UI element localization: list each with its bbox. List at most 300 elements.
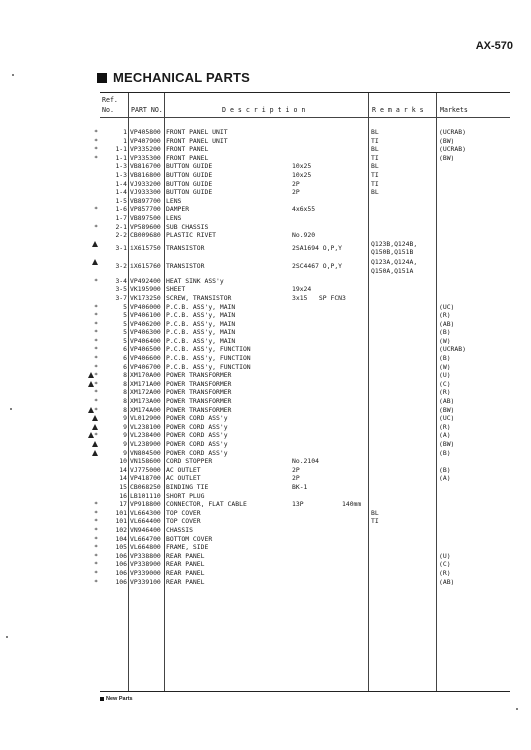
cell-spec: 2P <box>292 474 300 483</box>
new-part-mark: * <box>94 379 98 388</box>
row-mark: * <box>94 222 98 231</box>
cell-part-no: XM174A00 <box>130 405 161 414</box>
table-row <box>94 500 510 509</box>
table-row <box>94 551 510 561</box>
scan-speck <box>6 636 8 638</box>
cell-ref-no: 104 <box>115 534 127 543</box>
table-row <box>94 568 510 578</box>
row-mark: * <box>94 397 98 406</box>
new-part-mark: * <box>94 371 98 380</box>
cell-part-no: VP589600 <box>130 222 161 231</box>
cell-part-no: VN946400 <box>130 525 161 534</box>
header-markets: Markets <box>440 106 468 114</box>
cell-ref-no: 10 <box>119 457 127 466</box>
cell-remarks: Q123A,Q124A, <box>371 258 418 267</box>
cell-part-no: VP406000 <box>130 302 161 311</box>
cell-part-no: CB068250 <box>130 482 161 491</box>
row-mark <box>78 423 98 432</box>
table-row <box>94 336 510 346</box>
cell-ref-no: 1-3 <box>115 162 127 171</box>
cell-remarks-line2: Q150B,Q151B <box>371 248 414 257</box>
table-row <box>94 560 510 569</box>
warning-triangle-icon <box>92 241 98 247</box>
cell-ref-no: 8 <box>123 397 127 406</box>
cell-markets: (BW) <box>439 153 455 162</box>
cell-ref-no: 8 <box>123 379 127 388</box>
model-number: AX-570 <box>475 40 513 52</box>
new-part-square-icon <box>100 697 104 701</box>
table-row <box>100 483 510 492</box>
table-row <box>94 345 510 354</box>
row-mark: * <box>94 328 98 337</box>
cell-description: P.C.B. ASS'y, MAIN <box>166 319 236 328</box>
cell-spec: No.2104 <box>292 457 319 466</box>
cell-markets: (BW) <box>439 405 455 414</box>
header-divider <box>100 117 510 118</box>
cell-description: POWER CORD ASS'y <box>166 448 228 457</box>
cell-part-no: VL238100 <box>130 422 161 431</box>
row-mark <box>78 406 98 415</box>
cell-ref-no: 8 <box>123 405 127 414</box>
cell-markets: (AB) <box>439 397 455 406</box>
cell-description: BUTTON GUIDE <box>166 170 213 179</box>
cell-part-no: VB816700 <box>130 162 161 171</box>
table-row <box>100 197 510 206</box>
cell-description: TOP COVER <box>166 517 201 526</box>
warning-triangle-icon <box>92 415 98 421</box>
table-row <box>100 466 510 475</box>
cell-description: PLASTIC RIVET <box>166 231 217 240</box>
cell-markets: (W) <box>439 362 451 371</box>
table-row <box>94 388 510 397</box>
cell-spec: 2SA1694 O,P,Y <box>292 243 343 252</box>
cell-ref-no: 9 <box>123 414 127 423</box>
table-row <box>94 328 510 337</box>
cell-ref-no: 106 <box>115 568 127 577</box>
cell-part-no: XM173A00 <box>130 397 161 406</box>
cell-description: AC OUTLET <box>166 465 201 474</box>
scan-speck <box>10 408 12 410</box>
cell-ref-no: 1 <box>123 128 127 136</box>
table-row <box>94 222 510 232</box>
cell-description: AC OUTLET <box>166 474 201 483</box>
cell-ref-no: 1-5 <box>115 196 127 205</box>
cell-ref-no: 3-4 <box>115 276 127 285</box>
cell-part-no: VN804500 <box>130 448 161 457</box>
cell-part-no: VP406200 <box>130 319 161 328</box>
cell-part-no: VP338800 <box>130 551 161 560</box>
row-mark: * <box>94 508 98 517</box>
cell-ref-no: 6 <box>123 354 127 363</box>
cell-description: FRONT PANEL <box>166 153 209 162</box>
row-mark: * <box>94 534 98 543</box>
cell-markets: (UCRAB) <box>439 128 466 136</box>
warning-triangle-icon <box>88 372 94 378</box>
row-mark: * <box>94 577 98 586</box>
cell-ref-no: 105 <box>115 543 127 552</box>
cell-part-no: VP406100 <box>130 311 161 320</box>
table-row <box>100 294 510 303</box>
cell-markets: (A) <box>439 474 451 483</box>
header-ref-line1: Ref. <box>102 96 118 104</box>
section-square-icon <box>97 73 107 83</box>
row-mark <box>78 240 98 249</box>
cell-markets: (UC) <box>439 302 455 311</box>
cell-ref-no: 9 <box>123 440 127 448</box>
row-mark: * <box>94 388 98 397</box>
cell-description: POWER TRANSFORMER <box>166 371 232 380</box>
table-row <box>94 302 510 312</box>
cell-remarks: TI <box>371 153 379 162</box>
cell-remarks: BL <box>371 145 379 154</box>
warning-triangle-icon <box>88 381 94 387</box>
table-row <box>94 371 510 380</box>
cell-description: P.C.B. ASS'y, MAIN <box>166 328 236 337</box>
cell-part-no: VP406500 <box>130 345 161 354</box>
row-mark: * <box>94 276 98 285</box>
table-row <box>100 240 510 259</box>
row-mark: * <box>94 136 98 145</box>
cell-markets: (B) <box>439 465 451 474</box>
cell-part-no: VP857700 <box>130 205 161 214</box>
cell-description: LENS <box>166 213 182 222</box>
table-row <box>94 128 510 137</box>
cell-part-no: VL664300 <box>130 508 161 517</box>
cell-ref-no: 5 <box>123 311 127 320</box>
cell-part-no: VL238900 <box>130 440 161 448</box>
cell-part-no: VP406300 <box>130 328 161 337</box>
cell-spec: 10x25 <box>292 162 312 171</box>
cell-remarks: Q123B,Q124B, <box>371 239 418 248</box>
table-row <box>100 457 510 466</box>
cell-spec: 2P <box>292 465 300 474</box>
cell-ref-no: 9 <box>123 422 127 431</box>
cell-markets: (UC) <box>439 414 455 423</box>
cell-ref-no: 106 <box>115 551 127 560</box>
table-row <box>94 319 510 329</box>
warning-triangle-icon <box>92 259 98 265</box>
cell-markets: (B) <box>439 448 451 457</box>
cell-description: POWER TRANSFORMER <box>166 405 232 414</box>
cell-description: CHASSIS <box>166 525 193 534</box>
cell-ref-no: 5 <box>123 336 127 345</box>
cell-part-no: VL664800 <box>130 543 161 552</box>
cell-ref-no: 5 <box>123 319 127 328</box>
table-row <box>100 258 510 277</box>
cell-part-no: iX615760 <box>130 262 161 271</box>
cell-part-no: VB816800 <box>130 170 161 179</box>
row-mark: * <box>94 153 98 162</box>
table-row <box>100 171 510 180</box>
row-mark: * <box>94 205 98 214</box>
cell-description: BUTTON GUIDE <box>166 162 213 171</box>
cell-ref-no: 5 <box>123 328 127 337</box>
cell-ref-no: 16 <box>119 491 127 500</box>
warning-triangle-icon <box>88 407 94 413</box>
table-row <box>94 136 510 146</box>
cell-spec: No.920 <box>292 231 316 240</box>
row-mark: * <box>94 302 98 311</box>
cell-markets: (B) <box>439 328 451 337</box>
cell-part-no: VP406700 <box>130 362 161 371</box>
table-row <box>94 543 510 552</box>
cell-part-no: VL012900 <box>130 414 161 423</box>
cell-part-no: LB101110 <box>130 491 161 500</box>
cell-markets: (C) <box>439 379 451 388</box>
cell-description: REAR PANEL <box>166 560 205 569</box>
cell-part-no: VB897700 <box>130 196 161 205</box>
cell-description: FRONT PANEL UNIT <box>166 136 228 145</box>
header-part-no: PART NO. <box>131 106 163 114</box>
cell-ref-no: 9 <box>123 448 127 457</box>
cell-ref-no: 8 <box>123 388 127 397</box>
cell-description: FRONT PANEL <box>166 145 209 154</box>
cell-description: POWER CORD ASS'y <box>166 431 228 440</box>
cell-ref-no: 5 <box>123 302 127 311</box>
row-mark: * <box>94 354 98 363</box>
table-row <box>100 474 510 483</box>
cell-markets: (R) <box>439 388 451 397</box>
cell-description: P.C.B. ASS'y, FUNCTION <box>166 354 251 363</box>
row-mark: * <box>94 525 98 534</box>
table-row <box>100 423 510 432</box>
footer-note-text: New Parts <box>106 696 133 702</box>
footer-note <box>100 696 133 702</box>
cell-markets: (W) <box>439 336 451 345</box>
cell-ref-no: 102 <box>115 525 127 534</box>
cell-spec: 10x25 <box>292 170 312 179</box>
row-mark: * <box>94 145 98 154</box>
cell-ref-no: 1-4 <box>115 188 127 197</box>
table-row <box>94 405 510 415</box>
cell-remarks: BL <box>371 508 379 517</box>
warning-triangle-icon <box>92 424 98 430</box>
cell-part-no: VP492400 <box>130 276 161 285</box>
cell-description: P.C.B. ASS'y, MAIN <box>166 311 236 320</box>
table-row <box>94 577 510 587</box>
row-mark: * <box>94 517 98 526</box>
cell-part-no: VJ775000 <box>130 465 161 474</box>
warning-triangle-icon <box>92 450 98 456</box>
table-row <box>94 534 510 544</box>
cell-ref-no: 1-1 <box>115 145 127 154</box>
cell-markets: (U) <box>439 371 451 380</box>
cell-part-no: VP418700 <box>130 474 161 483</box>
table-row <box>100 180 510 189</box>
table-row <box>94 517 510 526</box>
cell-description: REAR PANEL <box>166 551 205 560</box>
cell-description: REAR PANEL <box>166 577 205 586</box>
cell-ref-no: 1 <box>123 136 127 145</box>
cell-part-no: VP918800 <box>130 500 161 509</box>
row-mark: * <box>94 311 98 320</box>
cell-ref-no: 14 <box>119 474 127 483</box>
table-row <box>100 414 510 423</box>
new-part-mark: * <box>94 405 98 414</box>
row-mark <box>78 414 98 423</box>
table-row <box>100 188 510 197</box>
cell-ref-no: 1-1 <box>115 153 127 162</box>
cell-ref-no: 3-1 <box>115 243 127 252</box>
row-mark: * <box>94 345 98 354</box>
table-row <box>100 440 510 449</box>
cell-ref-no: 1-7 <box>115 213 127 222</box>
cell-ref-no: 9 <box>123 431 127 440</box>
cell-markets: (C) <box>439 560 451 569</box>
cell-description: POWER CORD ASS'y <box>166 440 228 448</box>
cell-spec: 19x24 <box>292 285 312 294</box>
cell-part-no: XM170A00 <box>130 371 161 380</box>
table-row <box>94 153 510 163</box>
cell-ref-no: 6 <box>123 362 127 371</box>
row-mark <box>78 440 98 449</box>
cell-ref-no: 101 <box>115 517 127 526</box>
cell-markets: (AB) <box>439 319 455 328</box>
section-title <box>97 70 250 85</box>
cell-markets: (R) <box>439 422 451 431</box>
header-description: D e s c r i p t i o n <box>222 106 306 114</box>
cell-remarks: TI <box>371 136 379 145</box>
cell-ref-no: 6 <box>123 345 127 354</box>
table-row <box>94 431 510 440</box>
cell-ref-no: 1-6 <box>115 205 127 214</box>
cell-description: POWER TRANSFORMER <box>166 397 232 406</box>
row-mark: * <box>94 319 98 328</box>
cell-description: BUTTON GUIDE <box>166 188 213 197</box>
cell-part-no: XM172A00 <box>130 388 161 397</box>
cell-description: POWER CORD ASS'y <box>166 422 228 431</box>
cell-spec: 2P <box>292 179 300 188</box>
row-mark <box>78 431 98 440</box>
cell-description: SHEET <box>166 285 186 294</box>
cell-ref-no: 3-7 <box>115 293 127 302</box>
cell-description: TRANSISTOR <box>166 243 205 252</box>
cell-part-no: VL664700 <box>130 534 161 543</box>
cell-markets: (B) <box>439 354 451 363</box>
cell-part-no: VK173250 <box>130 293 161 302</box>
cell-description: FRAME, SIDE <box>166 543 209 552</box>
table-row <box>94 276 510 286</box>
cell-part-no: VP405800 <box>130 128 161 136</box>
cell-description: POWER CORD ASS'y <box>166 414 228 423</box>
table-row <box>100 162 510 171</box>
cell-remarks: BL <box>371 128 379 136</box>
cell-remarks: TI <box>371 170 379 179</box>
cell-markets: (R) <box>439 568 451 577</box>
cell-markets: (U) <box>439 551 451 560</box>
warning-triangle-icon <box>92 441 98 447</box>
table-row <box>94 397 510 406</box>
cell-description: CORD STOPPER <box>166 457 213 466</box>
cell-ref-no: 2-2 <box>115 231 127 240</box>
cell-description: BINDING TIE <box>166 482 209 491</box>
cell-description: P.C.B. ASS'y, FUNCTION <box>166 362 251 371</box>
header-ref-line2: No. <box>102 106 114 114</box>
cell-description: BUTTON GUIDE <box>166 179 213 188</box>
cell-markets: (A) <box>439 431 451 440</box>
cell-description: HEAT SINK ASS'y <box>166 276 224 285</box>
cell-ref-no: 1-4 <box>115 179 127 188</box>
cell-ref-no: 8 <box>123 371 127 380</box>
cell-remarks: TI <box>371 517 379 526</box>
cell-part-no: VP339000 <box>130 568 161 577</box>
table-row <box>100 285 510 294</box>
row-mark: * <box>94 336 98 345</box>
row-mark: * <box>94 500 98 509</box>
row-mark <box>78 449 98 458</box>
cell-spec: 3x15 SP FCN3 <box>292 293 346 302</box>
cell-description: POWER TRANSFORMER <box>166 388 232 397</box>
cell-part-no: CB009680 <box>130 231 161 240</box>
cell-markets: (R) <box>439 311 451 320</box>
table-row <box>94 354 510 363</box>
cell-part-no: VB897500 <box>130 213 161 222</box>
row-mark <box>78 258 98 267</box>
cell-part-no: VJ933200 <box>130 179 161 188</box>
warning-triangle-icon <box>88 432 94 438</box>
cell-part-no: XM171A00 <box>130 379 161 388</box>
cell-spec: 2P <box>292 188 300 197</box>
cell-markets: (AB) <box>439 577 455 586</box>
cell-part-no: VL664400 <box>130 517 161 526</box>
cell-markets: (UCRAB) <box>439 145 466 154</box>
parts-rows <box>94 128 510 586</box>
cell-ref-no: 2-1 <box>115 222 127 231</box>
row-mark: * <box>94 543 98 552</box>
cell-markets: (BW) <box>439 136 455 145</box>
cell-ref-no: 15 <box>119 482 127 491</box>
cell-ref-no: 3-5 <box>115 285 127 294</box>
row-mark: * <box>94 128 98 136</box>
scan-speck <box>12 74 14 76</box>
cell-part-no: VK195900 <box>130 285 161 294</box>
row-mark <box>78 380 98 389</box>
section-title-text: MECHANICAL PARTS <box>113 70 251 85</box>
cell-ref-no: 14 <box>119 465 127 474</box>
cell-part-no: VP335300 <box>130 153 161 162</box>
scan-speck <box>516 708 518 710</box>
cell-description: SCREW, TRANSISTOR <box>166 293 232 302</box>
table-row <box>94 145 510 154</box>
cell-spec: 4x6x55 <box>292 205 316 214</box>
cell-part-no: VN158600 <box>130 457 161 466</box>
cell-remarks: TI <box>371 179 379 188</box>
row-mark <box>78 371 98 380</box>
cell-part-no: VL238400 <box>130 431 161 440</box>
cell-ref-no: 3-2 <box>115 262 127 271</box>
table-row <box>94 205 510 214</box>
cell-ref-no: 106 <box>115 560 127 569</box>
cell-ref-no: 1-3 <box>115 170 127 179</box>
cell-markets: (BW) <box>439 440 455 448</box>
table-row <box>100 214 510 223</box>
cell-ref-no: 17 <box>119 500 127 509</box>
cell-description: FRONT PANEL UNIT <box>166 128 228 136</box>
row-mark: * <box>94 362 98 371</box>
cell-description: P.C.B. ASS'y, MAIN <box>166 336 236 345</box>
row-mark: * <box>94 560 98 569</box>
new-part-mark: * <box>94 431 98 440</box>
cell-ref-no: 106 <box>115 577 127 586</box>
cell-description: SHORT PLUG <box>166 491 205 500</box>
cell-part-no: VP338900 <box>130 560 161 569</box>
cell-description: REAR PANEL <box>166 568 205 577</box>
cell-description: DAMPER <box>166 205 190 214</box>
table-row <box>100 492 510 501</box>
header-remarks: R e m a r k s <box>372 106 424 114</box>
row-mark: * <box>94 551 98 560</box>
parts-table <box>94 92 510 692</box>
